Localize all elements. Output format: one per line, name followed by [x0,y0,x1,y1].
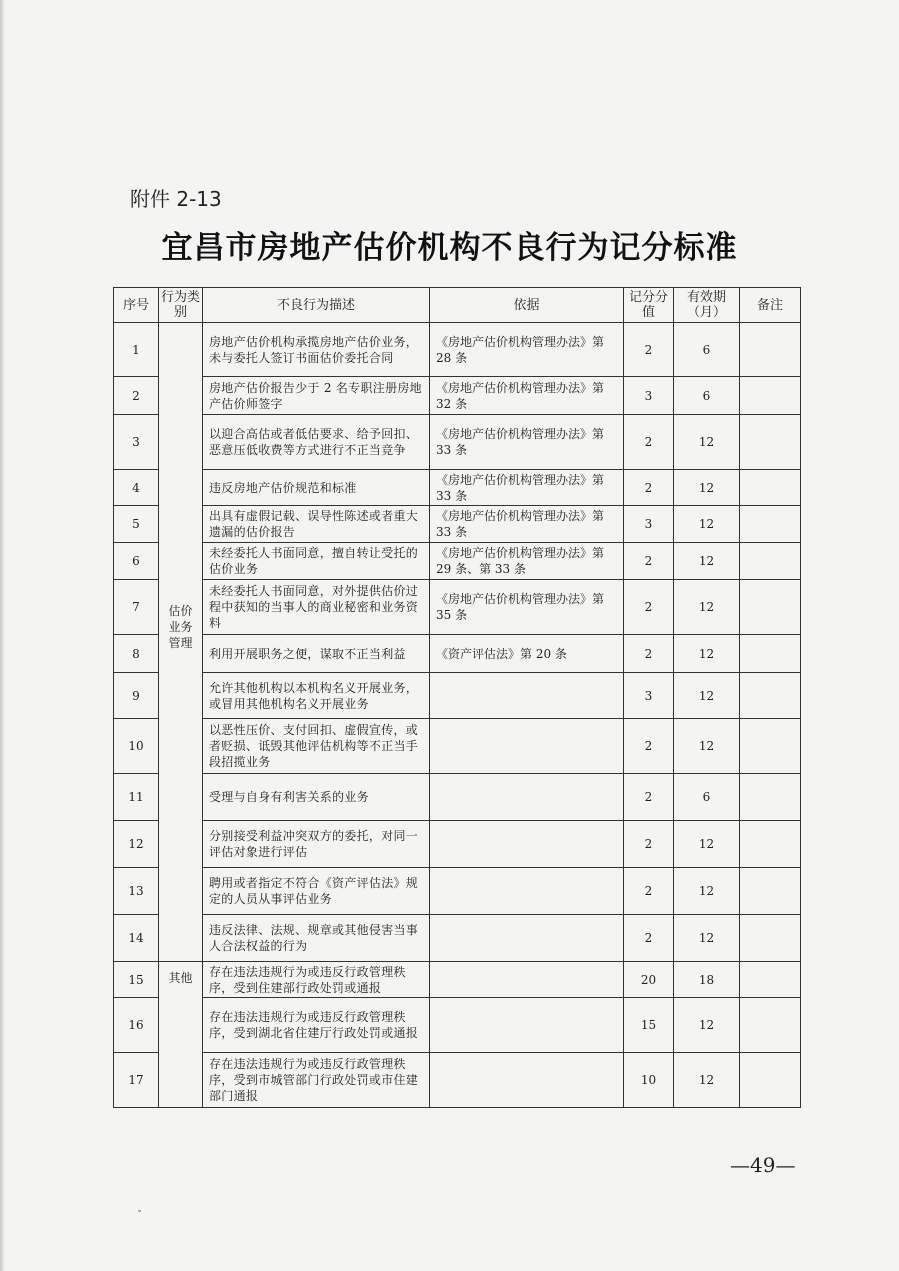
row-basis [430,868,624,915]
table-row [114,377,801,415]
row-score: 3 [624,506,674,543]
table-row [114,543,801,580]
row-desc: 存在违法违规行为或违反行政管理秩序，受到湖北省住建厅行政处罚或通报 [203,998,430,1053]
row-score: 15 [624,998,674,1053]
row-remarks [740,635,801,673]
row-basis [430,1053,624,1108]
row-remarks [740,415,801,470]
category-other: 其他 [159,962,203,1108]
row-desc: 聘用或者指定不符合《资产评估法》规定的人员从事评估业务 [203,868,430,915]
row-no: 6 [114,543,159,580]
row-no: 9 [114,673,159,719]
table-row [114,719,801,774]
row-desc: 利用开展职务之便，谋取不正当利益 [203,635,430,673]
row-score: 2 [624,821,674,868]
table-row [114,774,801,821]
row-remarks [740,543,801,580]
row-validity: 6 [674,377,740,415]
row-validity: 12 [674,821,740,868]
row-no: 17 [114,1053,159,1108]
row-no: 13 [114,868,159,915]
row-basis [430,719,624,774]
table-row [114,673,801,719]
row-no: 2 [114,377,159,415]
row-basis [430,962,624,998]
row-no: 4 [114,470,159,506]
table-row [114,998,801,1053]
row-score: 2 [624,580,674,635]
row-basis [430,673,624,719]
row-validity: 12 [674,580,740,635]
table-row [114,580,801,635]
row-remarks [740,323,801,377]
row-basis: 《房地产估价机构管理办法》第 32 条 [430,377,624,415]
row-desc: 存在违法违规行为或违反行政管理秩序，受到市城管部门行政处罚或市住建部门通报 [203,1053,430,1108]
scoring-table [113,287,801,1108]
row-basis: 《房地产估价机构管理办法》第 35 条 [430,580,624,635]
row-desc: 房地产估价机构承揽房地产估价业务，未与委托人签订书面估价委托合同 [203,323,430,377]
header-row [114,288,801,323]
row-basis: 《房地产估价机构管理办法》第 33 条 [430,470,624,506]
row-remarks [740,673,801,719]
row-validity: 12 [674,998,740,1053]
row-no: 14 [114,915,159,962]
row-basis [430,774,624,821]
header-validity: 有效期（月） [674,288,740,323]
table-row [114,506,801,543]
row-desc: 出具有虚假记载、误导性陈述或者重大遗漏的估价报告 [203,506,430,543]
row-desc: 房地产估价报告少于 2 名专职注册房地产估价师签字 [203,377,430,415]
page-edge [0,0,5,1271]
row-basis [430,998,624,1053]
row-desc: 以迎合高估或者低估要求、给予回扣、恶意压低收费等方式进行不正当竞争 [203,415,430,470]
table-row [114,915,801,962]
row-no: 3 [114,415,159,470]
table-row [114,1053,801,1108]
row-score: 2 [624,543,674,580]
row-no: 7 [114,580,159,635]
row-score: 2 [624,470,674,506]
row-desc: 受理与自身有利害关系的业务 [203,774,430,821]
row-desc: 违反房地产估价规范和标准 [203,470,430,506]
row-desc: 未经委托人书面同意，擅自转让受托的估价业务 [203,543,430,580]
header-no: 序号 [114,288,159,323]
row-desc: 违反法律、法规、规章或其他侵害当事人合法权益的行为 [203,915,430,962]
row-score: 2 [624,635,674,673]
table-row [114,962,801,998]
row-validity: 12 [674,719,740,774]
row-validity: 12 [674,915,740,962]
table-row [114,323,801,377]
row-remarks [740,998,801,1053]
row-remarks [740,1053,801,1108]
row-no: 15 [114,962,159,998]
row-no: 16 [114,998,159,1053]
row-remarks [740,580,801,635]
annex-label: 附件 2-13 [130,187,222,211]
row-no: 1 [114,323,159,377]
row-score: 10 [624,1053,674,1108]
scan-speck [138,1210,141,1212]
row-score: 3 [624,673,674,719]
row-score: 2 [624,774,674,821]
category-mgmt: 估价业务管理 [159,323,203,962]
row-score: 20 [624,962,674,998]
row-score: 3 [624,377,674,415]
row-score: 2 [624,868,674,915]
row-validity: 12 [674,415,740,470]
row-basis [430,821,624,868]
row-validity: 6 [674,323,740,377]
table-row [114,635,801,673]
row-basis: 《房地产估价机构管理办法》第 29 条、第 33 条 [430,543,624,580]
table-row [114,868,801,915]
row-basis: 《房地产估价机构管理办法》第 33 条 [430,506,624,543]
header-remarks: 备注 [740,288,801,323]
row-score: 2 [624,719,674,774]
row-validity: 12 [674,635,740,673]
row-no: 11 [114,774,159,821]
row-remarks [740,470,801,506]
row-remarks [740,774,801,821]
row-score: 2 [624,415,674,470]
row-validity: 12 [674,470,740,506]
row-remarks [740,377,801,415]
row-validity: 12 [674,543,740,580]
row-remarks [740,868,801,915]
row-desc: 以恶性压价、支付回扣、虚假宣传，或者贬损、诋毁其他评估机构等不正当手段招揽业务 [203,719,430,774]
row-desc: 未经委托人书面同意，对外提供估价过程中获知的当事人的商业秘密和业务资料 [203,580,430,635]
row-validity: 12 [674,673,740,719]
row-basis: 《房地产估价机构管理办法》第 33 条 [430,415,624,470]
row-no: 10 [114,719,159,774]
header-category: 行为类别 [159,288,203,323]
row-basis [430,915,624,962]
row-validity: 12 [674,506,740,543]
row-remarks [740,719,801,774]
table-row [114,415,801,470]
row-validity: 12 [674,868,740,915]
row-no: 12 [114,821,159,868]
row-desc: 存在违法违规行为或违反行政管理秩序，受到住建部行政处罚或通报 [203,962,430,998]
row-validity: 18 [674,962,740,998]
row-score: 2 [624,323,674,377]
row-desc: 分别接受利益冲突双方的委托，对同一评估对象进行评估 [203,821,430,868]
page-number: —49— [730,1153,796,1177]
header-description: 不良行为描述 [203,288,430,323]
row-validity: 12 [674,1053,740,1108]
page-title: 宜昌市房地产估价机构不良行为记分标准 [161,230,738,266]
table-row [114,470,801,506]
row-remarks [740,915,801,962]
row-basis: 《房地产估价机构管理办法》第 28 条 [430,323,624,377]
row-remarks [740,821,801,868]
row-remarks [740,962,801,998]
row-desc: 允许其他机构以本机构名义开展业务，或冒用其他机构名义开展业务 [203,673,430,719]
row-no: 5 [114,506,159,543]
header-basis: 依据 [430,288,624,323]
row-no: 8 [114,635,159,673]
row-remarks [740,506,801,543]
table-row [114,821,801,868]
row-score: 2 [624,915,674,962]
row-basis: 《资产评估法》第 20 条 [430,635,624,673]
row-validity: 6 [674,774,740,821]
header-score: 记分分值 [624,288,674,323]
